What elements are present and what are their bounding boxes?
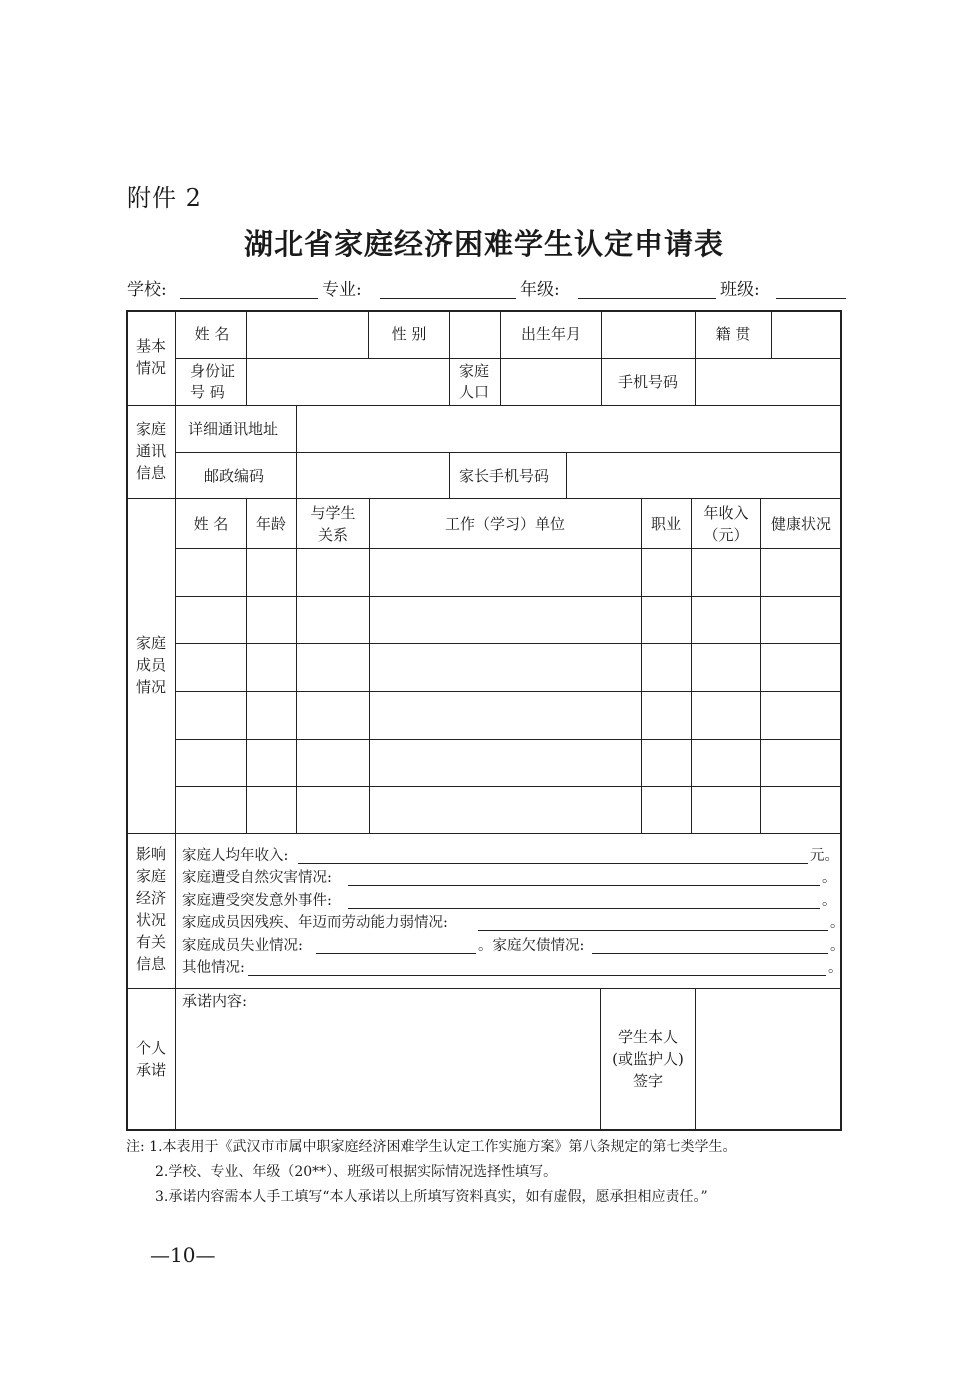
section-pledge: 个人 承诺 [135,1039,166,1079]
col-relation: 与学生 [310,504,356,522]
note-2: 2.学校、专业、年级（20**）、班级可根据实际情况选择性填写。 [155,1164,558,1180]
class-label: 班级: [720,280,760,300]
col-name: 姓 名 [193,515,229,533]
rule [175,786,842,787]
pledge-content-label: 承诺内容: [182,992,248,1010]
class-field[interactable] [776,298,846,299]
rule [175,358,842,359]
rule [126,405,842,406]
other-label: 其他情况: [182,960,245,976]
disability-label: 家庭成员因残疾、年迈而劳动能力弱情况: [182,915,448,931]
attachment-label: 附件 2 [127,184,202,212]
signature-label: (或监护人) [612,1050,684,1068]
section-members: 家庭 成员 情况 [135,634,166,696]
rule [500,310,501,405]
other-field[interactable] [248,975,826,976]
disaster-field[interactable] [348,885,820,886]
address-label: 详细通讯地址 [188,420,279,438]
page-number: —10— [150,1243,216,1267]
rule [175,310,176,1131]
col-workplace: 工作（学习）单位 [444,515,565,533]
disability-field[interactable] [478,930,828,931]
per-capita-income-label: 家庭人均年收入: [182,848,289,864]
rule [601,310,602,405]
major-field[interactable] [380,298,516,299]
id-label: 号 码 [190,383,225,401]
col-income: 年收入 [703,504,749,522]
rule [449,452,450,498]
rule [175,548,842,549]
period-mark: 。 [822,870,837,886]
grade-field[interactable] [578,298,716,299]
section-economy: 影响 家庭 经济 状况 有关 信息 [135,845,166,973]
col-relation: 关系 [317,526,348,544]
accident-label: 家庭遭受突发意外事件: [182,893,332,909]
yuan-label: 元。 [810,848,839,864]
grade-label: 年级: [520,280,560,300]
unemployment-label: 家庭成员失业情况: [182,938,303,954]
parent-phone-label: 家长手机号码 [459,467,550,485]
signature-field[interactable] [697,990,840,1129]
phone-label: 手机号码 [617,373,678,391]
rule [296,498,297,833]
note-1: 注: 1.本表用于《武汉市市属中职家庭经济困难学生认定工作实施方案》第八条规定的第七类学生。 [126,1139,737,1155]
rule [771,310,772,358]
rule [246,310,247,405]
rule [175,452,842,453]
rule [175,739,842,740]
rule [449,310,450,405]
postcode-label: 邮政编码 [204,467,265,485]
unemployment-field[interactable] [316,953,476,954]
rule [246,498,247,833]
rule [641,498,642,833]
period-mark: 。 [822,893,837,909]
school-field[interactable] [180,298,318,299]
school-label: 学校: [127,280,167,300]
rule [695,988,696,1131]
rule [368,310,369,358]
rule [126,988,842,989]
rule [695,310,696,405]
note-3: 3.承诺内容需本人手工填写“本人承诺以上所填写资料真实，如有虚假，愿承担相应责任。” [155,1189,708,1205]
debt-label: 。家庭欠债情况: [478,938,585,954]
period-mark: 。 [830,938,845,954]
rule [126,498,842,499]
rule [369,498,370,833]
gender-label: 性 别 [391,325,427,343]
col-health: 健康状况 [770,515,831,533]
rule [175,691,842,692]
rule [566,452,567,498]
signature-label: 学生本人 [617,1028,678,1046]
rule [760,498,761,833]
household-size-label: 家庭 [459,362,490,380]
rule [691,498,692,833]
birth-label: 出生年月 [520,325,581,343]
section-contact: 家庭 通讯 信息 [135,420,166,482]
accident-field[interactable] [348,908,820,909]
name-label: 姓 名 [194,325,230,343]
col-income: （元） [703,526,749,544]
page-title: 湖北省家庭经济困难学生认定申请表 [243,227,724,261]
per-capita-income-field[interactable] [298,863,808,864]
rule [126,833,842,834]
native-label: 籍 贯 [715,325,751,343]
household-size-label: 人口 [459,383,490,401]
disaster-label: 家庭遭受自然灾害情况: [182,870,332,886]
col-age: 年龄 [255,515,286,533]
period-mark: 。 [828,960,843,976]
rule [296,405,297,498]
rule [175,643,842,644]
period-mark: 。 [830,915,845,931]
major-label: 专业: [322,280,362,300]
section-basic: 基本 情况 [135,337,166,377]
rule [600,988,601,1131]
col-occupation: 职业 [650,515,681,533]
signature-label: 签字 [632,1072,663,1090]
rule [175,596,842,597]
debt-field[interactable] [592,953,828,954]
id-label: 身份证 [190,362,236,380]
